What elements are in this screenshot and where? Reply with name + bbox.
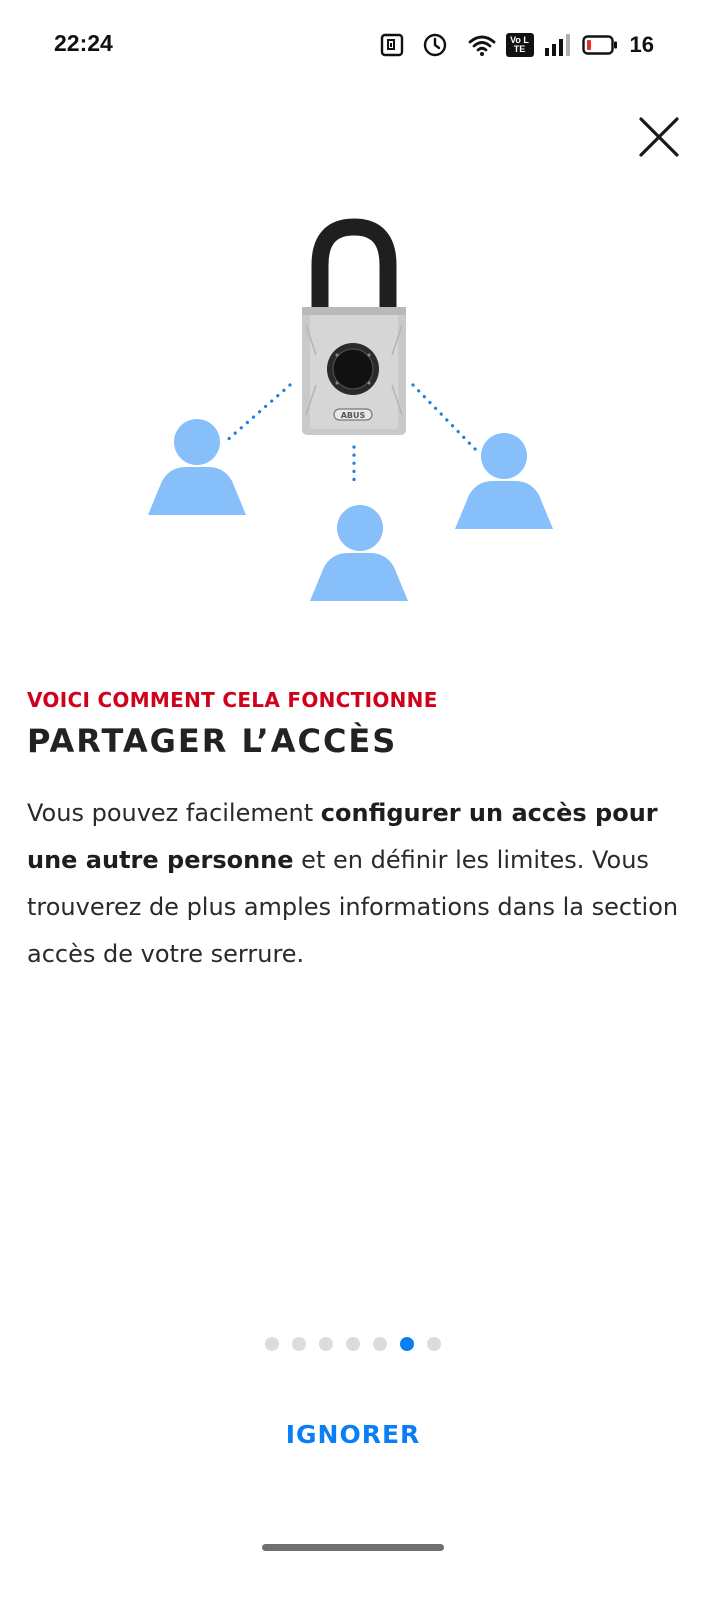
nfc-icon [380,33,404,57]
battery-icon [582,34,618,56]
access-sharing-illustration [140,215,570,615]
lock-brand-label: ABUS [340,411,366,420]
page-dot-2[interactable] [292,1337,306,1351]
volte-badge-text: Vo LTE [510,35,529,54]
status-time: 22:24 [54,30,113,56]
person-icon [455,433,553,529]
page-dot-1[interactable] [265,1337,279,1351]
battery-level: 16 [629,32,654,57]
page-dot-6[interactable] [400,1337,414,1351]
skip-button[interactable]: IGNORER [260,1412,446,1456]
pagination-dots [265,1337,441,1351]
status-icons [380,30,654,60]
volte-icon [506,33,534,57]
page-dot-7[interactable] [427,1337,441,1351]
description [27,790,697,978]
person-icon [310,505,408,601]
close-icon [632,110,688,166]
home-indicator[interactable] [262,1544,444,1551]
description-text: Vous pouvez facilement [27,799,321,827]
alarm-icon [422,32,448,58]
description-text: et en définir les limites. Vous trouverez de plus amples informations dans la section accès de votre serrure. [27,846,679,968]
description-highlight: configurer un accès pour une autre personne [27,799,658,874]
signal-icon [544,33,572,57]
section-eyebrow: VOICI COMMENT CELA FONCTIONNE [27,688,438,712]
person-icon [148,419,246,515]
page-title: PARTAGER L’ACCÈS [27,722,398,760]
wifi-icon [468,33,496,57]
status-bar [0,0,720,90]
close-button[interactable] [632,110,688,166]
page-dot-4[interactable] [346,1337,360,1351]
page-dot-3[interactable] [319,1337,333,1351]
padlock-icon [302,227,406,435]
page-dot-5[interactable] [373,1337,387,1351]
